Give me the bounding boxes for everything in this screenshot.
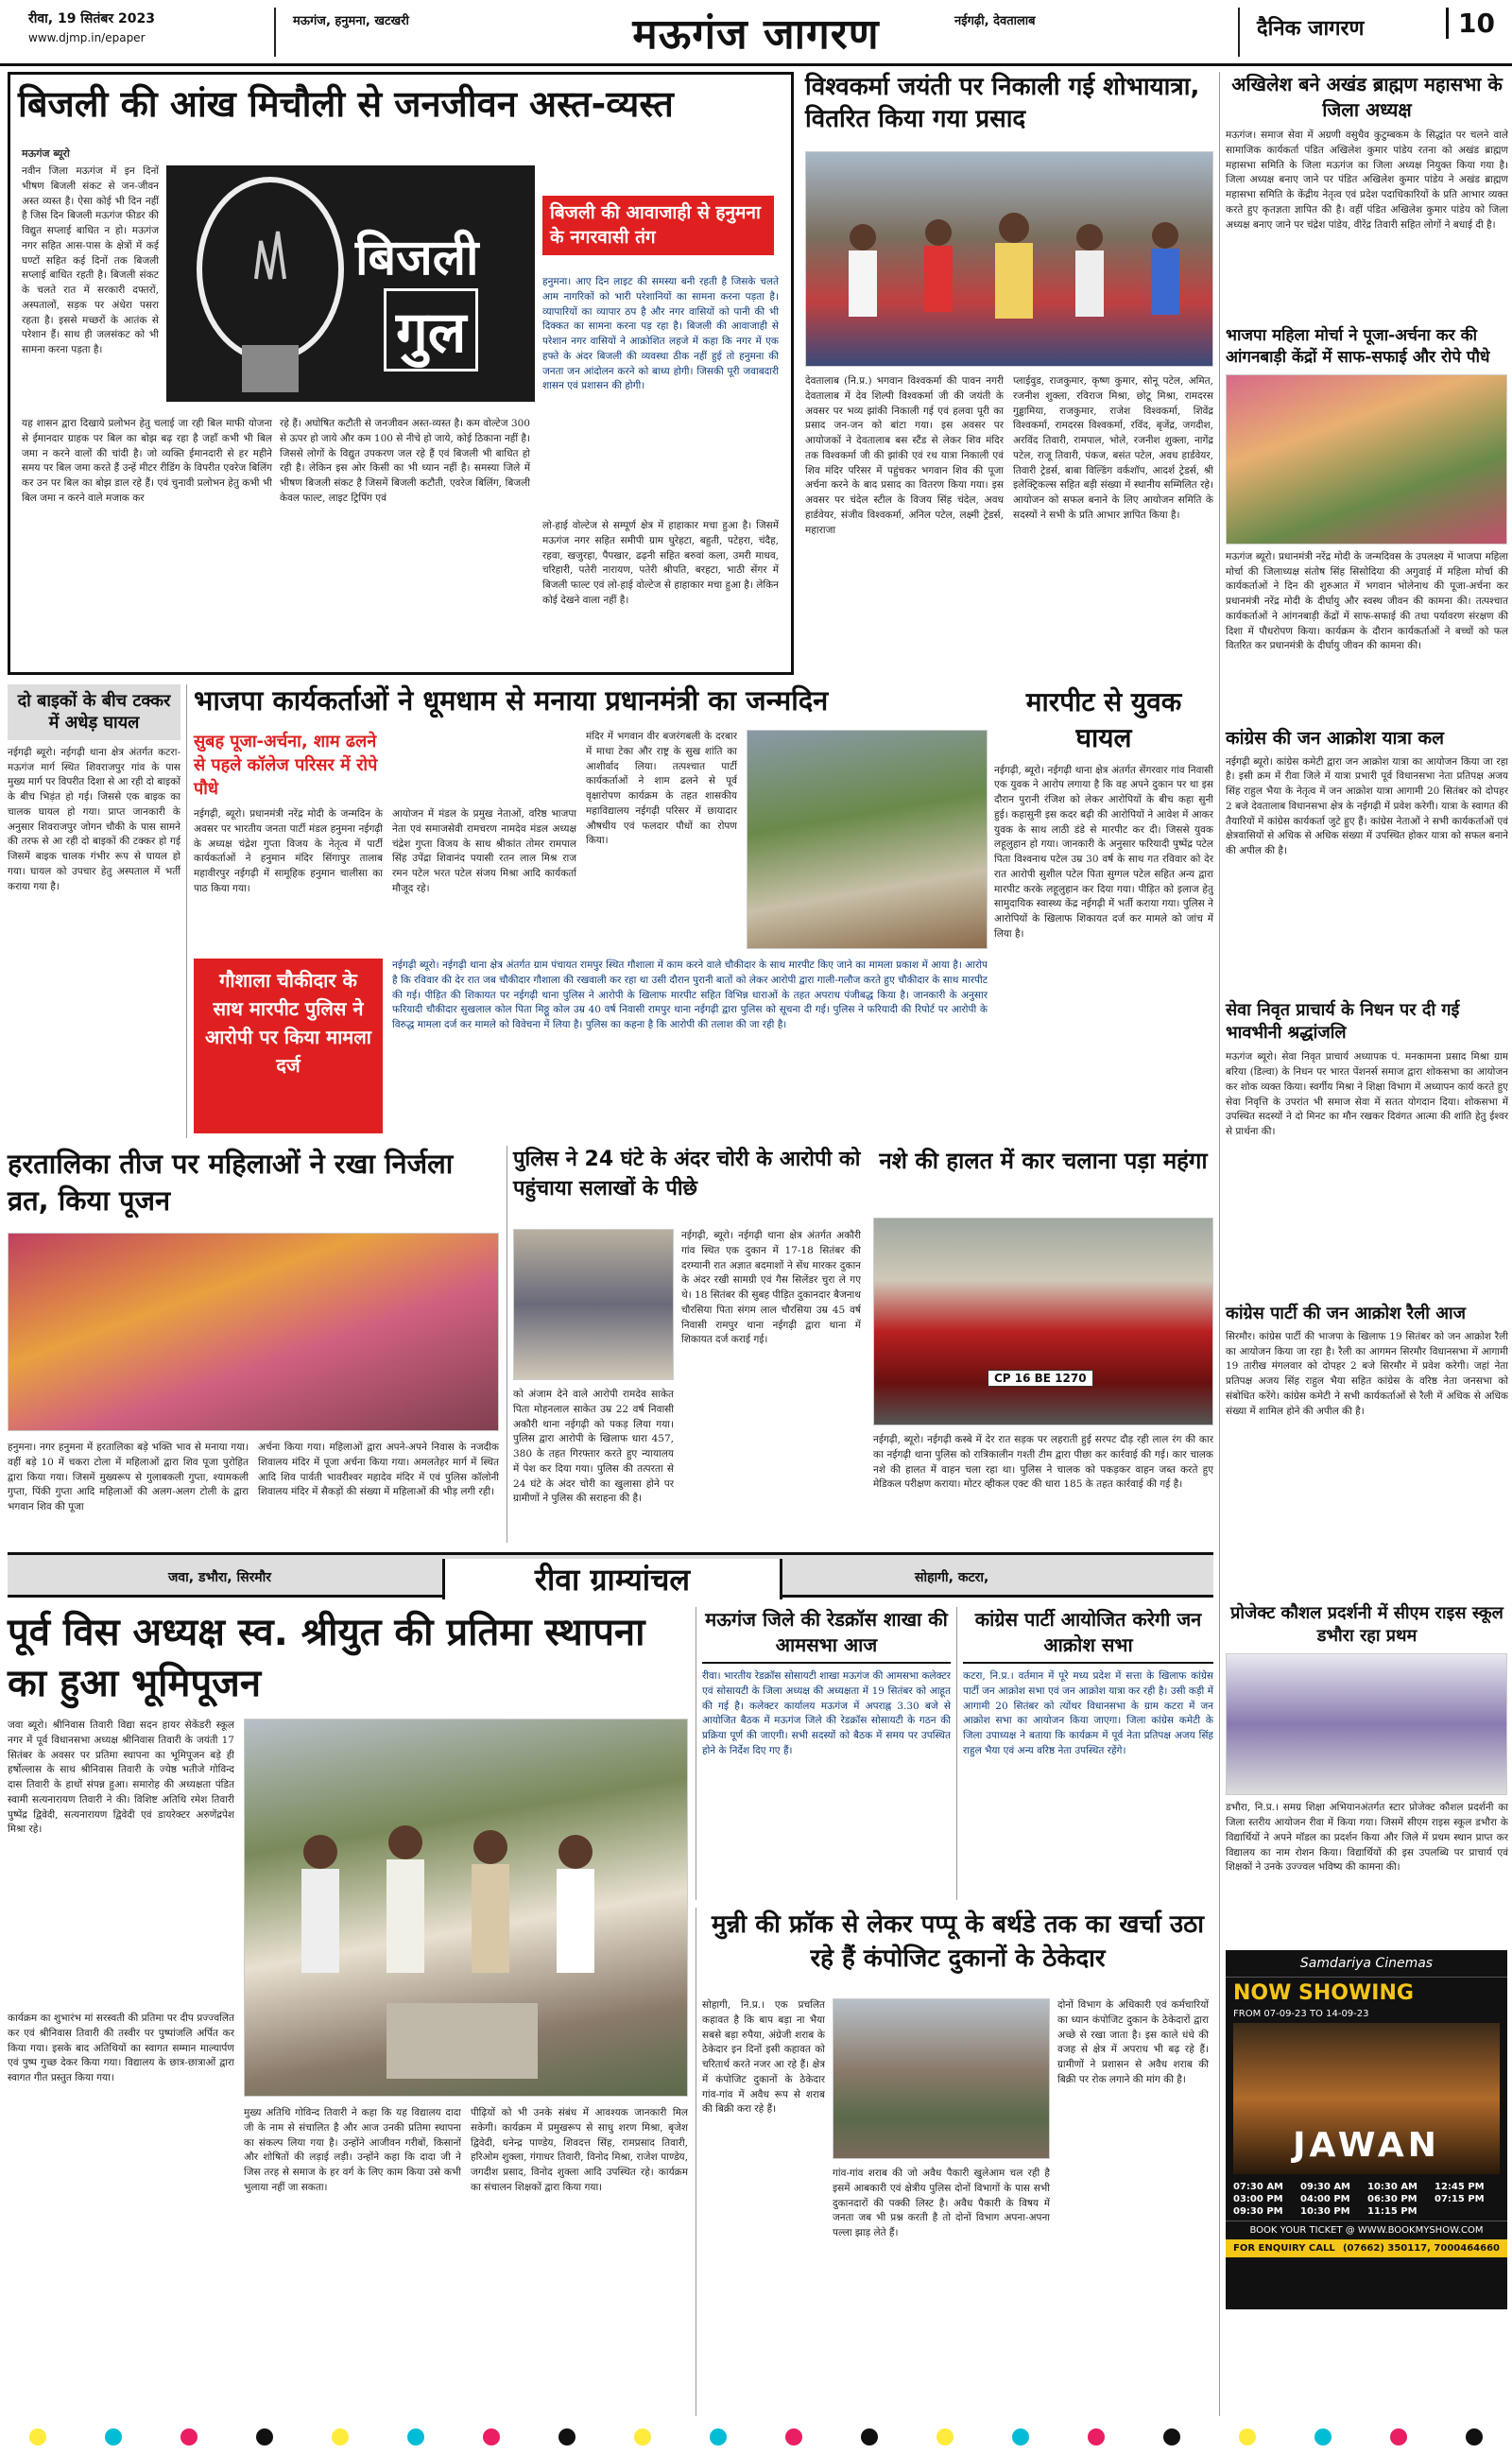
mahila-morcha-headline: भाजपा महिला मोर्चा ने पूजा-अर्चना कर की आंगनबाड़ी केंद्रों में साफ-सफाई और रोपे पौधे xyxy=(1226,326,1490,367)
showtime: 11:15 PM xyxy=(1367,2206,1418,2218)
right-column xyxy=(1219,72,1508,2416)
congress-sabha-body: कटरा, नि.प्र.। वर्तमान में पूरे मध्य प्रदेश में सत्ता के खिलाफ कांग्रेस पार्टी जन आक्रोश सभा एवं जन आक्रोश यात्रा कर रही है। उसी कड़ी में आगामी 20 सितंबर को त्योंथर विधानसभा के ग्राम कटरा में जन आक्रोश सभा का आयोजन किया जाएगा। जिला कांग्रेस कमेटी के जिला उपाध्यक्ष ने बताया कि कार्यक्रम में पूर्व नेता प्रतिपक्ष अजय सिंह राहुल भैया एवं अन्य वरिष्ठ नेता उपस्थित रहेंगे। xyxy=(963,1670,1213,1756)
statue-col1b: कार्यक्रम का शुभारंभ मां सरस्वती की प्रतिमा पर दीप प्रज्ज्वलित कर एवं श्रीनिवास तिवारी की तस्वीर पर पुष्पांजलि अर्पित कर किया गया। इसके बाद अतिथियों का स्वागत सम्मान माल्यार्पण एवं पुष्प गुच्छ देकर किया गया। विद्यालय के छात्र-छात्राओं द्वारा स्वागत गीत प्रस्तुत किया गया। xyxy=(8,2013,234,2083)
showtime: 12:45 PM xyxy=(1435,2182,1485,2193)
cinema-brand: Samdariya Cinemas xyxy=(1226,1950,1507,1978)
drunk-driving-headline: नशे की हालत में कार चलाना पड़ा महंगा xyxy=(879,1148,1208,1174)
showtime: 07:15 PM xyxy=(1435,2194,1485,2205)
composite-col2: गांव-गांव शराब की जो अवैध पैकारी खुलेआम चल रही है इसमें आबकारी एवं क्षेत्रीय पुलिस दोनों विभागों के पास सभी दुकानदारों की पक्की लिस्ट है। अवैध पैकारी के विषय में जनता जब भी प्रश्न करती है तो दोनों विभाग अपना-अपना पल्ला झाड़ लेते हैं। xyxy=(833,2168,1050,2238)
drunk-driving-body: नईगढ़ी, ब्यूरो। नईगढ़ी कस्बे में देर रात सड़क पर लहराती हुई सरपट दौड़ रही लाल रंग की कार का नईगढ़ी थाना पुलिस को रात्रिकालीन गश्ती टीम द्वारा पीछा कर कार्रवाई की गई। कार चालक नशे की हालत में वाहन चला रहा था। पुलिस ने चालक को पकड़कर वाहन जब्त करते हुए मेडिकल परीक्षण कराया। मोटर व्हीकल एक्ट की धारा 185 के तहत कार्रवाई की गई है। xyxy=(873,1434,1213,1491)
registration-dot xyxy=(1163,2428,1180,2445)
cinema-advert xyxy=(1226,1950,1507,2309)
showtime: 10:30 PM xyxy=(1300,2206,1350,2218)
jan-akrosh-rally-headline: कांग्रेस पार्टी की जन आक्रोश रैली आज xyxy=(1226,1304,1466,1324)
vishwakarma-col2: प्लाईवुड, राजकुमार, कृष्ण कुमार, सोनू पटेल, अमित, रजनीश शुक्ला, रविराज मिश्रा, छोटू मिश्रा, रामदरस गुड्डामिया, राजकुमार, राजेश विश्वकर्मा, शिवेंद्र विश्वकर्मा, रामदरस विश्वकर्मा, रविंद, बृजेंद्र, जगदीश, अरविंद तिवारी, रामपाल, भोले, रजनीश शुक्ला, नागेंद्र पटेल, राजू तिवारी, पंकज, बसंत पटेल, अवध हार्डवेयर, तिवारी ट्रेडर्स, बाबा विल्डिंग वर्कशॉप, आदर्श ट्रेडर्स, श्री इलेक्ट्रिकल्स सहित बड़ी संख्या में स्थानीय सम्मिलित रहे। आयोजन को सफल बनाने के लिए आयोजन समिति के सदस्यों ने सभी के प्रति आभार ज्ञापित किया है। xyxy=(1013,375,1213,521)
paper-name: दैनिक जागरण xyxy=(1257,17,1365,41)
teej-headline: हरतालिका तीज पर महिलाओं ने रखा निर्जला व्रत, किया पूजन xyxy=(8,1148,454,1218)
places-left: मऊगंज, हनुमना, खटखरी xyxy=(293,14,409,28)
now-showing: NOW SHOWING xyxy=(1233,1981,1414,2006)
electricity-byline: मऊगंज ब्यूरो xyxy=(22,147,70,160)
mahila-morcha-body: मऊगंज ब्यूरो। प्रधानमंत्री नरेंद्र मोदी के जन्मदिवस के उपलक्ष्य में भाजपा महिला मोर्चा की जिलाध्यक्ष संतोष सिंह सिसोदिया की अगुवाई में महिला मोर्चा की कार्यकर्ताओं ने दिन की शुरुआत में भगवान भोलेनाथ की पूजा-अर्चना कर प्रधानमंत्री नरेंद्र मोदी के दीर्घायु और स्वस्थ जीवन की कामना की। तत्पश्चात कार्यकर्ताओं ने आंगनबाड़ी केंद्रों में साफ-सफाई की तथा पर्यावरण संरक्षण की दिशा में पौधरोपण किया। कार्यक्रम के दौरान कार्यकर्ताओं ने बच्चों को फल वितरित कर प्रधानमंत्री के दीर्घायु जीवन की कामना की। xyxy=(1226,550,1508,652)
registration-dot xyxy=(256,2428,273,2445)
drunk-driving-story xyxy=(873,1146,1213,1543)
statue-col3: पीढ़ियों को भी उनके संबंध में आवश्यक जानकारी मिल सकेगी। कार्यक्रम में प्रमुखरूप से साधु शरण मिश्रा, बृजेश द्विवेदी, धनेन्द्र पाण्डेय, शिवदत्त सिंह, रामप्रसाद तिवारी, हरिओम शुक्ला, गंगाधर तिवारी, विनोद मिश्रा, राजेश पाण्डेय, जगदीश प्रसाद, विनोद शुक्ला आदि उपस्थित रहे। कार्यक्रम का संचालन शिक्षकों द्वारा किया गया। xyxy=(471,2107,688,2193)
group-photo-icon xyxy=(245,1720,688,2097)
showtime: 09:30 AM xyxy=(1300,2182,1351,2193)
brahmin-mahasabha-body: मऊगंज। समाज सेवा में अग्रणी वसुधैव कुटुम्बकम के सिद्धांत पर चलने वाले सामाजिक कार्यकर्ता पंडित अखिलेश कुमार पांडेय रतना को अखंड ब्राह्मण महासभा समिति के जिला मऊगंज का जिला अध्यक्ष नियुक्त किया गया है। जिला अध्यक्ष बनाए जाने पर पंडित अखिलेश कुमार पांडेय ने अखंड ब्राह्मण महासभा समिति के केंद्रीय नेतृत्व एवं प्रदेश पदाधिकारियों के प्रति आभार व्यक्त करते हुए कृतज्ञता ज्ञापित की है। वहीं पंडित अखिलेश कुमार पांडेय को जिला अध्यक्ष बनाए जाने पर चंद्रेश पांडेय, वीरेंद्र तिवारी सहित लोगों ने बधाई दी है। xyxy=(1226,130,1508,231)
graphic-word-gul: गुल xyxy=(384,288,478,372)
tree-planting-photo xyxy=(747,730,988,949)
masthead xyxy=(0,0,1512,66)
registration-dot xyxy=(558,2428,576,2445)
registration-dot xyxy=(634,2428,651,2445)
number-plate: CP 16 BE 1270 xyxy=(988,1370,1093,1387)
congress-sabha-headline: कांग्रेस पार्टी आयोजित करेगी जन आक्रोश सभा xyxy=(963,1607,1213,1664)
bhoomipujan-photo xyxy=(244,1719,688,2097)
electricity-col1b: यह शासन द्वारा दिखाये प्रलोभन हेतु चलाई जा रही बिल माफी योजना से ईमानदार ग्राहक पर बिल का बोझ बढ़ रहा है जहाँ कभी भी बिल जमा न करने वालों की चांदी है। जो व्यक्ति ईमानदारी से हर महीने समय पर बिल जमा करते हैं उन्हें मीटर रीडिंग के विपरीत एवरेज बिलिंग कर उन पर बिल का बोझ डाल रहे हैं। एवं चुनावी प्रलोभन हेतु कभी भी बिल जमा न करने वाले मजाक कर xyxy=(22,418,272,504)
congress-sabha-story xyxy=(956,1607,1213,1900)
bjp-birthday-headline: भाजपा कार्यकर्ताओं ने धूमधाम से मनाया प्रधानमंत्री का जन्मदिन xyxy=(194,684,829,717)
procession-photo xyxy=(805,151,1213,367)
bike-collision-body: नईगढ़ी ब्यूरो। नईगढ़ी थाना क्षेत्र अंतर्गत कटरा-मऊगंज मार्ग स्थित शिवराजपुर गांव के पास मुख्य मार्ग पर विपरीत दिशा से आ रही दो बाइकों के बीच भिड़ंत हो गई। जिससे एक बाइक का चालक घायल हो गया। प्राप्त जानकारी के अनुसार शिवराजपुर जोगन चौकी के पास सामने की तरफ से आ रही दो बाइकों की टक्कर हो गई जिसमें बाइक चालक गंभीर रूप से घायल हो गया। घायल को उपचार हेतु अस्पताल में भर्ती कराया गया है। xyxy=(8,746,180,892)
masthead-divider-right xyxy=(1238,8,1240,57)
registration-dot xyxy=(29,2428,46,2445)
bjp-col1: नईगढ़ी, ब्यूरो। प्रधानमंत्री नरेंद्र मोदी के जन्मदिन के अवसर पर भारतीय जनता पार्टी मंडल हनुमना नईगढ़ी के अध्यक्ष चंद्रेश गुप्ता विजय के नेतृत्व में पार्टी कार्यकर्ताओं ने हनुमान मंदिर सिंगापुर तालाब महावीरपुर नईगढ़ी में सामूहिक हनुमान चालीसा का पाठ किया गया। xyxy=(194,808,383,894)
masthead-divider-left xyxy=(274,8,276,57)
electricity-story xyxy=(8,72,794,675)
gaushala-body: नईगढ़ी ब्यूरो। नईगढ़ी थाना क्षेत्र अंतर्गत ग्राम पंचायत रामपुर स्थित गौशाला में काम करने वाले चौकीदार के साथ मारपीट किए जाने का मामला प्रकाश में आया है। आरोप है कि रविवार की देर रात जब चौकीदार गौशाला की रखवाली कर रहा था उसी दौरान पुरानी बातों को लेकर आरोपी द्वारा गाली-गलौज करते हुए चौकीदार के साथ मारपीट की गई। पीड़ित की शिकायत पर नईगढ़ी थाना पुलिस ने आरोपी के खिलाफ मारपीट सहित विभिन्न धाराओं के तहत अपराध पंजीबद्ध किया है। जानकारी के अनुसार फरियादी चौकीदार सुखलाल कोल पिता मिठ्ठू कोल उम्र 40 वर्ष निवासी रामपुर थाना नईगढ़ी द्वारा पुलिस को सूचना दी गई। पुलिस ने फरियादी की रिपोर्ट पर आरोपी के विरुद्ध मामला दर्ज कर मामले को विवेचना में लिया है। पुलिस का कहना है कि आरोपी की तलाश की जा रही है। xyxy=(392,959,988,1030)
electricity-subhead: बिजली की आवाजाही से हनुमना के नगरवासी तंग xyxy=(542,196,774,255)
showtime: 10:30 AM xyxy=(1367,2182,1418,2193)
assault-body: नईगढ़ी, ब्यूरो। नईगढ़ी थाना क्षेत्र अंतर्गत सेंगरवार गांव निवासी एक युवक ने आरोप लगाया है कि वह अपने दुकान पर था इस दौरान पुरानी रंजिश को लेकर आरोपियों के बीच कहा सुनी हुई। कहासुनी इस कदर बढ़ी की आरोपियों ने आवेश में आकर युवक के साथ लाठी डंडे से मारपीट कर दी। जिससे युवक लहूलुहान हो गया। जानकारी के अनुसार फरियादी पुष्पेंद्र पटेल पिता विश्वनाथ पटेल उम्र 30 वर्ष के साथ गत रविवार को देर रात आरोपी सुशील पटेल पिता सुग्गल पटेल सहित अन्य द्वारा मारपीट करके लहूलुहान कर दिया गया। पीड़ित को इलाज हेतु सामुदायिक स्वास्थ्य केंद्र नईगढ़ी में भर्ती कराया गया। पुलिस ने आरोपियों के खिलाफ शिकायत दर्ज कर मामले को जांच में लिया है। xyxy=(994,764,1213,940)
kaushal-pradarshani-photo xyxy=(1226,1653,1507,1795)
jan-akrosh-yatra-body: नईगढ़ी ब्यूरो। कांग्रेस कमेटी द्वारा जन आक्रोश यात्रा का आयोजन किया जा रहा है। इसी क्रम में रीवा जिले में यात्रा प्रभारी पूर्व विधानसभा नेता प्रतिपक्ष अजय सिंह राहुल भैया के नेतृत्व में जन आक्रोश यात्रा आगामी 20 सितंबर को दोपहर 2 बजे देवतालाब विधानसभा क्षेत्र के नईगढ़ी में प्रवेश करेगी। यात्रा के स्वागत की तैयारियों में कांग्रेस कार्यकर्ता जुटे हुए हैं। कांग्रेस नेताओं ने सभी कार्यकर्ताओं एवं क्षेत्रवासियों से अधिक से अधिक संख्या में उपस्थित होकर यात्रा को सफल बनाने की अपील की है। xyxy=(1226,755,1508,857)
bjp-birthday-story xyxy=(194,684,988,1138)
theft-col2: को अंजाम देने वाले आरोपी रामदेव साकेत पिता मोहनलाल साकेत उम्र 22 वर्ष निवासी अकौरी थाना नईगढ़ी को पकड़ लिया गया। पुलिस द्वारा आरोपी के खिलाफ धारा 457, 380 के तहत गिरफ्तार करते हुए न्यायालय में पेश कर दिया गया। पुलिस की तत्परता से 24 घंटे के अंदर चोरी का खुलासा होने पर ग्रामीणों ने पुलिस की सराहना की है। xyxy=(513,1389,674,1505)
graphic-word-bijli: बिजली xyxy=(355,230,479,286)
theft-col1: नईगढ़ी, ब्यूरो। नईगढ़ी थाना क्षेत्र अंतर्गत अकौरी गांव स्थित एक दुकान में 17-18 सितंबर की दरम्यानी रात अज्ञात बदमाशों ने सेंध मारकर दुकान के अंदर रखी सामग्री एवं गैस सिलेंडर चुरा ले गए थे। 18 सितंबर की सुबह पीड़ित दुकानदार बैजनाथ चौरसिया पिता संगम लाल चौरसिया उम्र 45 वर्ष निवासी रामपुर थाना नईगढ़ी द्वारा थाना में शिकायत दर्ज कराई गई। xyxy=(681,1230,861,1346)
kaushal-pradarshani-body: डभौरा, नि.प्र.। समग्र शिक्षा अभियानअंतर्गत स्टार प्रोजेक्ट कौशल प्रदर्शनी का जिला स्तरीय आयोजन रीवा में किया गया। जिसमें सीएम राइस स्कूल डभौरा के विद्यार्थियों ने अपने मॉडल का प्रदर्शन किया और जिले में प्रथम स्थान प्राप्त कर विद्यालय का नाम रोशन किया। विद्यार्थियों की इस उपलब्धि पर प्राचार्य एवं शिक्षकों ने उनके उज्ज्वल भविष्य की कामना की। xyxy=(1226,1802,1508,1874)
show-dates: FROM 07-09-23 TO 14-09-23 xyxy=(1233,2009,1369,2020)
shraddhanjali-headline: सेवा निवृत प्राचार्य के निधन पर दी गई भावभीनी श्रद्धांजलि xyxy=(1226,999,1460,1043)
color-registration-strip xyxy=(0,2426,1512,2448)
bjp-col2: आयोजन में मंडल के प्रमुख नेताओं, वरिष्ठ भाजपा नेता एवं समाजसेवी रामचरण नामदेव मंडल अध्यक्ष चंद्रेश गुप्ता विजय के साथ श्रीकांत तोमर रामपाल सिंह उपेंद्रा शिवानंद पयासी रतन लाल मिश्र राज रमन पटेल भरत पटेल संजय मिश्रा आदि कार्यकर्ता मौजूद रहे। xyxy=(392,808,576,894)
theft-arrest-headline: पुलिस ने 24 घंटे के अंदर चोरी के आरोपी को पहुंचाया सलाखों के पीछे xyxy=(513,1148,861,1201)
registration-dot xyxy=(407,2428,424,2445)
electricity-headline: बिजली की आंख मिचौली से जनजीवन अस्त-व्यस्त xyxy=(18,83,674,125)
statue-col2: मुख्य अतिथि गोविन्द तिवारी ने कहा कि यह विद्यालय दादा जी के नाम से संचालित है और आज उनकी प्रतिमा स्थापना का संकल्प लिया गया है। उन्होंने आजीवन गरीबों, किसानों और शोषितों की लड़ाई लड़ी। उन्होंने कहा कि दादा जी ने जिस तरह से समाज के हर वर्ग के लिए काम किया उसे कभी भुलाया नहीं जा सकता। xyxy=(244,2107,461,2193)
electricity-col2: रहे हैं। अघोषित कटौती से जनजीवन अस्त-व्यस्त है। कम वोल्टेज 300 से ऊपर हो जाये और कम 100 से नीचे हो जाये, कोई ठिकाना नहीं है। जिससे लोगों के विद्युत उपकरण जल रहे हैं एवं बिजली भी बाधित हो रही है। लेकिन इस ओर किसी का भी ध्यान नहीं है। समस्या जिले में भीषण बिजली संकट है जिसमें बिजली कटौती, एवरेज बिलिंग, बिजली केवल फाल्ट, लाइट ट्रिपिंग एवं xyxy=(280,418,530,504)
registration-dot xyxy=(483,2428,500,2445)
registration-dot xyxy=(936,2428,954,2445)
composite-shops-story xyxy=(696,1908,1213,2416)
registration-dot xyxy=(1466,2428,1483,2445)
showtime: 06:30 PM xyxy=(1367,2194,1418,2205)
showtime: 03:00 PM xyxy=(1233,2194,1283,2205)
showtime: 09:30 PM xyxy=(1233,2206,1283,2218)
movie-title: JAWAN xyxy=(1293,2126,1440,2166)
showtime: 07:30 AM xyxy=(1233,2182,1284,2193)
gaushala-headline: गौशाला चौकीदार के साथ मारपीट पुलिस ने आरोपी पर किया मामला दर्ज xyxy=(194,959,383,1133)
registration-dot xyxy=(710,2428,727,2445)
red-cross-headline: मऊगंज जिले की रेडक्रॉस शाखा की आमसभा आज xyxy=(702,1607,951,1664)
date-line: रीवा, 19 सितंबर 2023 xyxy=(28,11,155,26)
masthead-title: मऊगंज जागरण xyxy=(632,10,880,59)
statue-bhoomipujan-headline: पूर्व विस अध्यक्ष स्व. श्रीयुत की प्रतिमा स्थापना का हुआ भूमिपूजन xyxy=(8,1611,645,1705)
liquor-shop-photo xyxy=(833,1998,1050,2159)
jan-akrosh-rally-body: सिरमौर। कांग्रेस पार्टी की भाजपा के खिलाफ 19 सितंबर को जन आक्रोश रैली का आयोजन किया जा रहा है। रैली का आगमन सिरमौर विधानसभा में आगामी 19 तारीख मंगलवार को दोपहर 2 बजे सिरमौर में प्रवेश करेगी। जहां नेता प्रतिपक्ष अजय सिंह राहुल भैया सहित कांग्रेस के वरिष्ठ नेता जनसभा को संबोधित करेंगे। कांग्रेस कमेटी ने सभी कार्यकर्ताओं से रैली में अधिक से अधिक संख्या में शामिल होने की अपील की है। xyxy=(1226,1330,1508,1417)
statue-col1: जवा ब्यूरो। श्रीनिवास तिवारी विद्या सदन हायर सेकेंडरी स्कूल नगर में पूर्व विधानसभा अध्यक्ष श्रीनिवास तिवारी के जयंती 17 सितंबर के अवसर पर प्रतिमा स्थापना का भूमिपूजन बड़े ही हर्षोल्लास के साथ श्रीनिवास तिवारी के ज्येष्ठ भतीजे गोविन्द दास तिवारी के हाथों संपन्न हुआ। समारोह की अध्यक्षता पंडित स्वामी सत्यनारायण तिवारी ने की। विशिष्ट अतिथि रमेश तिवारी पुष्पेंद्र द्विवेदी, सत्यनारायण द्विवेदी एवं डायरेक्टर अरुणेंद्रपेश मिश्रा रहे। xyxy=(8,1720,234,1836)
showtime: 04:00 PM xyxy=(1300,2194,1350,2205)
vishwakarma-story xyxy=(805,72,1213,675)
teej-puja-photo xyxy=(8,1233,499,1431)
registration-marks xyxy=(0,2426,1512,2448)
teej-story xyxy=(8,1146,499,1543)
registration-dot xyxy=(180,2428,198,2445)
registration-dot xyxy=(1012,2428,1029,2445)
bulb-icon xyxy=(166,165,535,402)
places-right: नईगढ़ी, देवतालाब xyxy=(954,14,1036,28)
assault-headline: मारपीट से युवक घायल xyxy=(1025,686,1182,753)
red-car-photo xyxy=(873,1218,1213,1426)
electricity-col1: नवीन जिला मऊगंज में इन दिनों भीषण बिजली संकट से जन-जीवन अस्त व्यस्त है। ऐसा कोई भी दिन नहीं है जिस दिन बिजली मऊगंज फीडर की विद्युत सप्लाई बाधित न हो। मऊगंज नगर सहित आस-पास के क्षेत्रों में कई घण्टों सहित कई दिनों तक बिजली सप्लाई बाधित रहती है। बिजली संकट के चलते रात में सरकारी दफ्तरों, अस्पतालों, सड़क पर अंधेरा पसरा रहता है। इससे मच्छरों के आतंक से परेशान हैं। साथ ही जलसंकट को भी सामना करना पड़ता है। xyxy=(22,165,159,355)
band-places-right: सोहागी, कटरा, xyxy=(915,1570,989,1585)
band-places-left: जवा, डभौरा, सिरमौर xyxy=(168,1570,272,1585)
website-link[interactable]: www.djmp.in/epaper xyxy=(28,31,146,44)
registration-dot xyxy=(105,2428,122,2445)
vishwakarma-headline: विश्वकर्मा जयंती पर निकाली गई शोभायात्रा, वितरित किया गया प्रसाद xyxy=(805,73,1200,133)
mahila-morcha-photo xyxy=(1226,374,1507,544)
movie-poster xyxy=(1233,2023,1500,2174)
registration-dot xyxy=(1390,2428,1407,2445)
composite-col3: दोनों विभाग के अधिकारी एवं कर्मचारियों का ध्यान कंपोजिट दुकान के ठेकेदारों द्वारा अच्छे से रखा जाता है। इस काले धंधे की वजह से क्षेत्र में अपराध भी बढ़ रहे हैं। ग्रामीणों ने प्रशासन से अवैध शराब की बिक्री पर रोक लगाने की मांग की है। xyxy=(1057,1999,1209,2085)
composite-col1: सोहागी, नि.प्र.। एक प्रचलित कहावत है कि बाप बड़ा ना भैया सबसे बड़ा रुपैया, अंग्रेजी शराब के ठेकेदार इन दिनों इसी कहावत को चरितार्थ करते नजर आ रहे हैं। क्षेत्र में कंपोजिट दुकानों के ठेकेदार गांव-गांव में अवैध रूप से शराब की बिक्री करा रहे हैं। xyxy=(702,1999,825,2116)
teej-col1: हनुमना। नगर हनुमना में हरतालिका बड़े भक्ति भाव से मनाया गया। वहीं बड़े 10 में चकरा टोला में महिलाओं द्वारा शिव पूजा पुरोहित द्वारा किया गया। जिसमें मुख्यरूप से गुलाबकली गुप्ता, श्यामकली गुप्ता, पिंकी गुप्ता आदि महिलाओं की अलग-अलग टोली के द्वारा भगवान शिव की पूजा xyxy=(8,1442,249,1512)
showtimes-grid xyxy=(1226,2178,1507,2221)
page-number: 10 xyxy=(1446,8,1495,39)
composite-shops-headline: मुन्नी की फ्रॉक से लेकर पप्पू के बर्थडे तक का खर्चा उठा रहे हैं कंपोजिट दुकानों के ठेकेदार xyxy=(712,1910,1204,1974)
red-cross-body: रीवा। भारतीय रेडक्रॉस सोसायटी शाखा मऊगंज की आमसभा कलेक्टर एवं सोसायटी के जिला अध्यक्ष की अध्यक्षता में 19 सितंबर को आहूत की गई है। कलेक्टर कार्यालय मऊगंज में अपराह्न 3.30 बजे से आयोजित बैठक में मऊगंज जिले की रेडक्रॉस सोसायटी के गठन की प्रक्रिया पूर्ण की जाएगी। सभी सदस्यों को बैठक में समय पर उपस्थित होने के निर्देश दिए गए हैं। xyxy=(702,1670,951,1756)
statue-bhoomipujan-story xyxy=(8,1607,688,2416)
crowd-icon xyxy=(806,152,1213,367)
enquiry-label: FOR ENQUIRY CALL xyxy=(1233,2243,1335,2255)
brahmin-mahasabha-headline: अखिलेश बने अखंड ब्राह्मण महासभा के जिला अध्यक्ष xyxy=(1231,73,1503,121)
teej-col2: अर्चना किया गया। महिलाओं द्वारा अपने-अपने निवास के नजदीक शिवालय मंदिर में पूजा अर्चना किया गया। अमलतेहर मार्ग में स्थित आदि शिव पार्वती भावरीश्वर महादेव मंदिर में एवं पुलिस कॉलोनी शिवालय मंदिर में सैकड़ों की संख्या में महिलाओं की भीड़ लगी रही। xyxy=(258,1442,499,1498)
power-cut-graphic xyxy=(166,165,535,402)
theft-arrest-story xyxy=(507,1146,866,1543)
arrest-photo xyxy=(513,1229,674,1380)
booking-line: BOOK YOUR TICKET @ WWW.BOOKMYSHOW.COM xyxy=(1226,2221,1507,2239)
registration-dot xyxy=(332,2428,349,2445)
registration-dot xyxy=(1239,2428,1256,2445)
assault-story xyxy=(994,684,1213,1138)
registration-dot xyxy=(1314,2428,1332,2445)
bike-collision-story xyxy=(8,684,187,1138)
bjp-col3: मंदिर में भगवान वीर बजरंगबली के दरबार में माथा टेका और राष्ट्र के सुख शांति का आशीर्वाद लिया। तत्पश्चात पार्टी कार्यकर्ताओं ने शाम ढलने से पूर्व वृक्षारोपण कार्यक्रम के तहत शासकीय महाविद्यालय नईगढ़ी परिसर में छायादार औषधीय एवं फलदार पौधों का रोपण किया। xyxy=(586,731,737,847)
registration-dot xyxy=(1088,2428,1105,2445)
electricity-col3: हनुमना। आए दिन लाइट की समस्या बनी रहती है जिसके चलते आम नागरिकों को भारी परेशानियों का सामना करना पड़ता है। व्यापारियों का व्यापार ठप है और नगर वासियों को पानी की भी दिक्कत का सामना करना पड़ रहा है। बिजली की आवाजाही से परेशान नगर वासियों ने आक्रोशित लहजे में कहा कि नगर में एक हफ्ते के अंदर बिजली की व्यवस्था ठीक नहीं हुई तो हनुमना की जनता जन आंदोलन करने को बाध्य होगी। जिसकी पूरी जवाबदारी शासन एवं प्रशासन की होगी। xyxy=(542,276,779,392)
bjp-subhead: सुबह पूजा-अर्चना, शाम ढलने से पहले कॉलेज परिसर में रोपे पौधे xyxy=(194,732,378,800)
bike-collision-headline: दो बाइकों के बीच टक्कर में अधेड़ घायल xyxy=(8,684,180,740)
rural-section-band xyxy=(8,1552,1213,1598)
registration-dot xyxy=(861,2428,878,2445)
jan-akrosh-yatra-headline: कांग्रेस की जन आक्रोश यात्रा कल xyxy=(1226,727,1444,749)
shraddhanjali-body: मऊगंज ब्यूरो। सेवा निवृत प्राचार्य अध्यापक पं. मनकामना प्रसाद मिश्रा ग्राम बरिया (डिल्वा) के निधन पर भारत पेंशनर्स समाज द्वारा शोकसभा का आयोजन कर शोक व्यक्त किया। स्वर्गीय मिश्रा ने शिक्षा विभाग में अध्यापन कार्य करते हुए सेवा निवृत्ति के उपरांत भी समाज सेवा में सतत योगदान दिया। शोकसभा में उपस्थित सदस्यों ने दो मिनट का मौन रखकर दिवंगत आत्मा की शांति हेतु ईश्वर से प्रार्थना की। xyxy=(1226,1051,1508,1138)
band-title: रीवा ग्राम्यांचल xyxy=(442,1559,782,1599)
electricity-col4: लो-हाई वोल्टेज से सम्पूर्ण क्षेत्र में हाहाकार मचा हुआ है। जिसमें मऊगंज नगर सहित समीपी ग्राम घुरेहटा, बहुती, पटेहरा, चंदैह, रहवा, खजुरहा, पैपखार, ढढ़नी सहित बरुवां कला, उमरी माधव, चरिहारी, पतेरी नारायण, पतेरी श्रीपति, बरहटा, भाठी सेंगर में बिजली फाल्ट एवं लो-हाई वोल्टेज से हाहाकार मचा हुआ है। लेकिन कोई देखने वाला नहीं है। xyxy=(542,520,779,606)
vishwakarma-col1: देवतालाब (नि.प्र.) भगवान विश्वकर्मा की पावन नगरी देवतालाब में देव शिल्पी विश्वकर्मा जी की जयंती के अवसर पर भव्य झांकी निकाली गई एवं हलवा पूरी का प्रसाद जन-जन को बांटा गया। इस अवसर पर आयोजकों ने देवतालाब बस स्टैंड से लेकर शिव मंदिर तक विश्वकर्मा जी की झांकी एवं रथ यात्रा निकाली एवं शिव मंदिर परिसर में पहुंचकर भगवान शिव की पूजा अर्चना करने के बाद प्रसाद का वितरण किया गया। इस अवसर पर चंदेल स्टील के विजय सिंह चंदेल, अवध हार्डवेयर, संजीव विश्वकर्मा, अनिल पटेल, लक्ष्मी ट्रेडर्स, महाराजा xyxy=(805,375,1004,536)
registration-dot xyxy=(785,2428,802,2445)
enquiry-phones: (07662) 350117, 7000464660 xyxy=(1342,2243,1500,2255)
red-cross-story xyxy=(696,1607,951,1900)
kaushal-pradarshani-headline: प्रोजेक्ट कौशल प्रदर्शनी में सीएम राइस स्कूल डभौरा रहा प्रथम xyxy=(1230,1602,1503,1647)
